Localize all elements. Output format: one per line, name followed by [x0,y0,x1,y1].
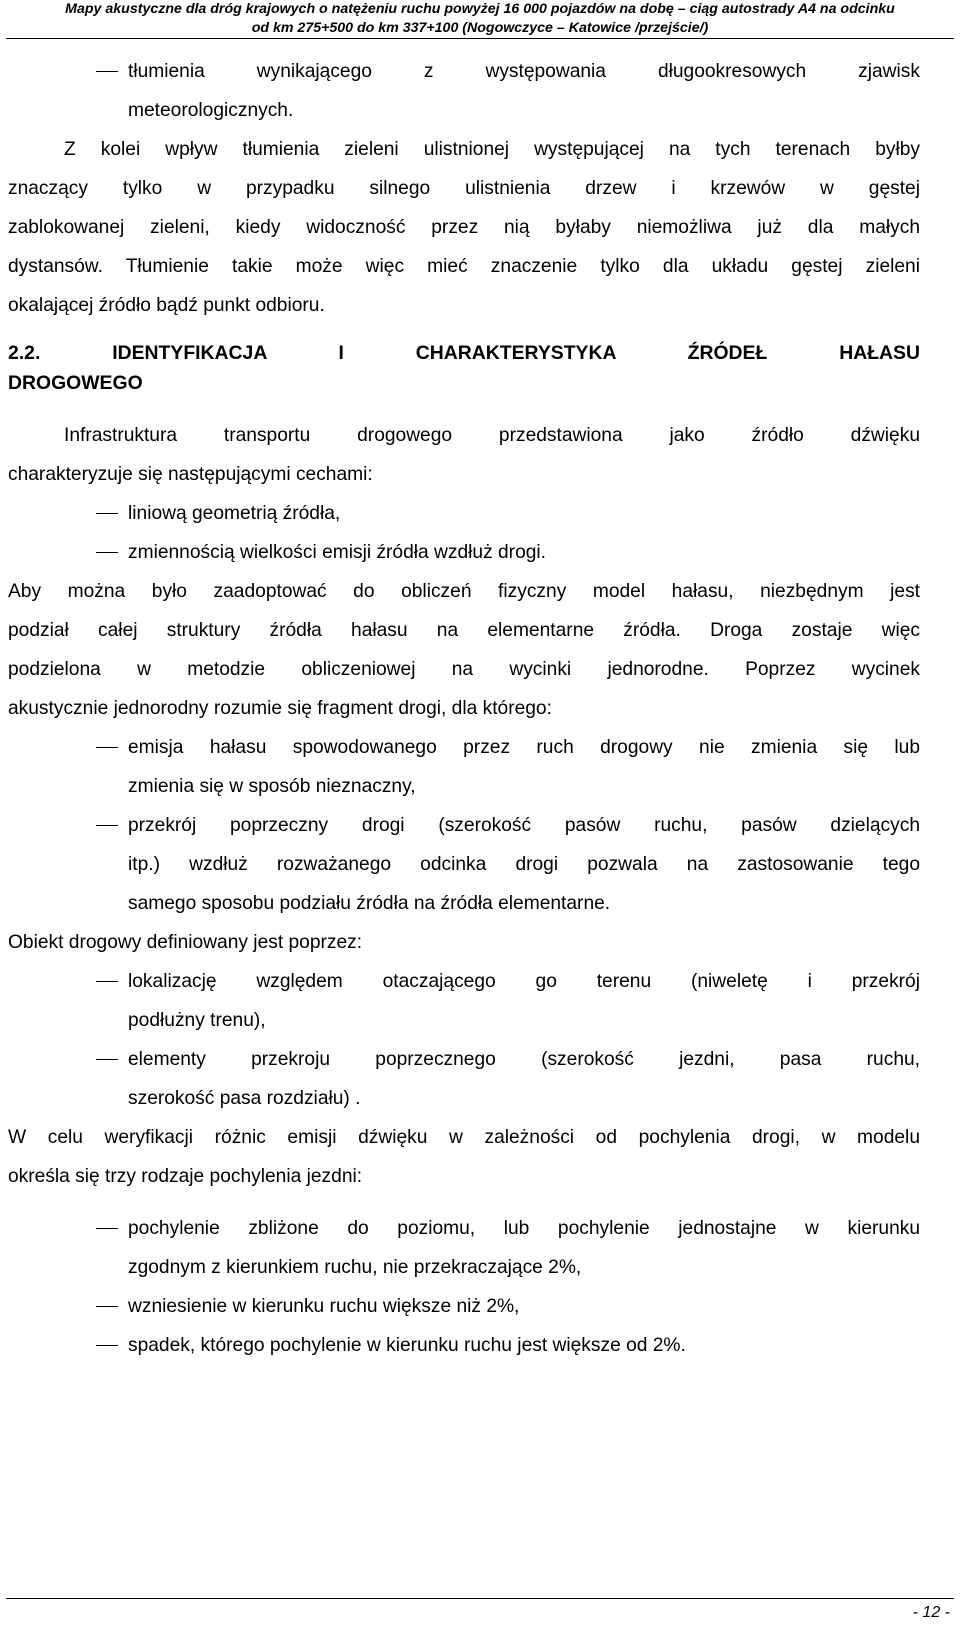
page-number: - 12 - [912,1604,950,1621]
list-item: liniową geometrią źródła, [8,494,920,533]
paragraph-line: Infrastruktura transportu drogowego przedstawiona jako źródło dźwięku [64,425,920,446]
dash-bullet-icon [96,1345,118,1346]
list-item: lokalizację względem otaczającego go terenu (niweletę i przekrój [8,962,920,1001]
running-header-line-2: od km 275+500 do km 337+100 (Nogowczyce – Katowice /przejście/) [251,20,709,36]
paragraph-line: Z kolei wpływ tłumienia zieleni ulistnionej występującej na tych terenach byłby [64,139,920,160]
header-divider [6,38,954,39]
page-body [8,52,920,1365]
list-item: zmiennością wielkości emisji źródła wzdłuż drogi. [8,533,920,572]
dash-bullet-icon [96,552,118,553]
paragraph-line: podział całej struktury źródła hałasu na elementarne źródła. Droga zostaje więc [8,620,920,641]
paragraph-line: znaczący tylko w przypadku silnego ulistnienia drzew i krzewów w gęstej [8,178,920,199]
running-header-line-1: Mapy akustyczne dla dróg krajowych o natężeniu ruchu powyżej 16 000 pojazdów na dobę – ciąg autostrady A4 na odcinku [65,1,895,17]
dash-bullet-icon [96,71,118,72]
dash-bullet-icon [96,825,118,826]
section-heading: 2.2. IDENTYFIKACJA I CHARAKTERYSTYKA ŹRÓDEŁ HAŁASU [8,342,920,364]
footer-divider [6,1598,954,1599]
list-item: spadek, którego pochylenie w kierunku ruchu jest większe od 2%. [8,1326,920,1365]
dash-bullet-icon [96,1228,118,1229]
list-item-continued: zgodnym z kierunkiem ruchu, nie przekraczające 2%, [128,1257,582,1278]
paragraph-line: okalającej źródło bądź punkt odbioru. [8,295,325,316]
paragraph-line: W celu weryfikacji różnic emisji dźwięku w zależności od pochylenia drogi, w modelu [8,1127,920,1148]
list-item: przekrój poprzeczny drogi (szerokość pasów ruchu, pasów dzielących [8,806,920,845]
dash-bullet-icon [96,747,118,748]
list-item: wzniesienie w kierunku ruchu większe niż 2%, [8,1287,920,1326]
list-item: emisja hałasu spowodowanego przez ruch drogowy nie zmienia się lub [8,728,920,767]
dash-bullet-icon [96,513,118,514]
paragraph-line: określa się trzy rodzaje pochylenia jezdni: [8,1166,363,1187]
section-heading-continued: DROGOWEGO [8,372,143,394]
dash-bullet-icon [96,1059,118,1060]
list-item-continued: podłużny trenu), [128,1010,266,1031]
paragraph-line: dystansów. Tłumienie takie może więc mieć znaczenie tylko dla układu gęstej zieleni [8,256,920,277]
paragraph-line: akustycznie jednorodny rozumie się fragment drogi, dla którego: [8,698,552,719]
dash-bullet-icon [96,1306,118,1307]
list-item-continued: szerokość pasa rozdziału) . [128,1088,361,1109]
running-header [0,0,960,38]
dash-bullet-icon [96,981,118,982]
paragraph-line: charakteryzuje się następującymi cechami: [8,464,373,485]
list-item-continued: zmienia się w sposób nieznaczny, [128,776,416,797]
paragraph-line: podzielona w metodzie obliczeniowej na wycinki jednorodne. Poprzez wycinek [8,659,920,680]
list-item-continued: itp.) wzdłuż rozważanego odcinka drogi pozwala na zastosowanie tego [128,854,920,875]
list-item: elementy przekroju poprzecznego (szerokość jezdni, pasa ruchu, [8,1040,920,1079]
list-item-continued: tłumienia wynikającego z występowania długookresowych zjawisk [8,52,920,91]
list-item-continued: meteorologicznych. [128,100,294,121]
paragraph-line: Aby można było zaadoptować do obliczeń fizyczny model hałasu, niezbędnym jest [8,581,920,602]
paragraph-line: zablokowanej zieleni, kiedy widoczność przez nią byłaby niemożliwa już dla małych [8,217,920,238]
list-item: pochylenie zbliżone do poziomu, lub pochylenie jednostajne w kierunku [8,1209,920,1248]
paragraph-line: Obiekt drogowy definiowany jest poprzez: [8,932,363,953]
list-item-continued: samego sposobu podziału źródła na źródła elementarne. [128,893,611,914]
